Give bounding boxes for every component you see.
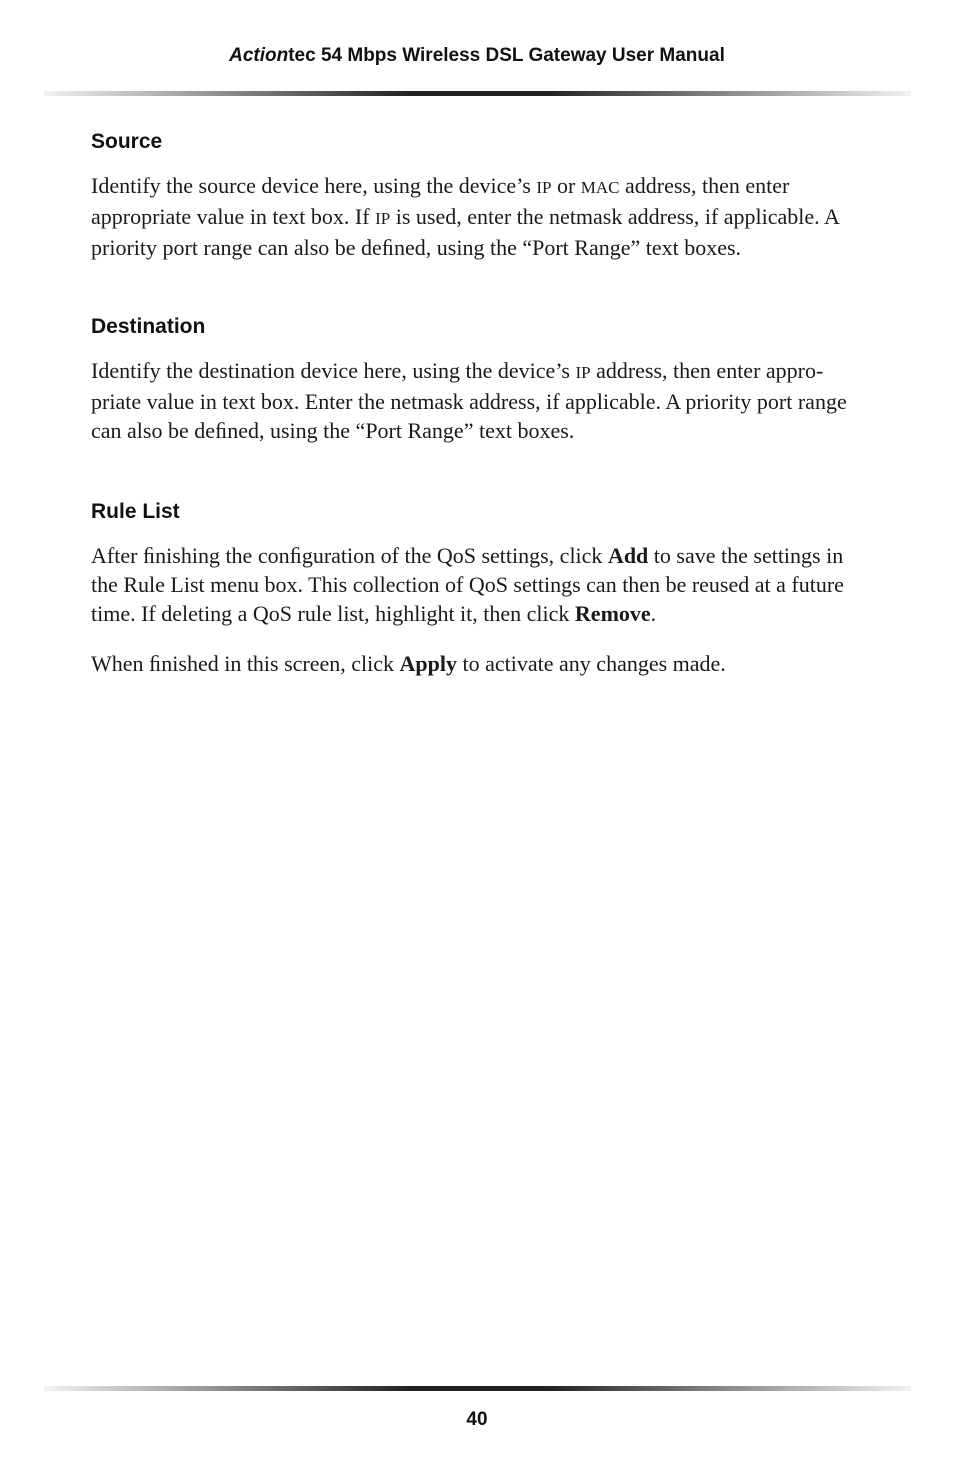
bold-term-apply: Apply <box>399 651 458 676</box>
running-header <box>0 44 954 68</box>
text-run: or <box>551 173 581 198</box>
text-run: Identify the source device here, using the device’s <box>91 173 537 198</box>
section-rule-list <box>91 499 866 678</box>
bold-term-add: Add <box>607 543 649 568</box>
section-destination <box>91 314 866 445</box>
header-title-text: tec 54 Mbps Wireless DSL Gateway User Manual <box>288 45 725 66</box>
text-run: to activate any changes made. <box>457 651 726 676</box>
destination-paragraph <box>91 356 866 445</box>
header-brand: Action <box>229 45 289 66</box>
small-caps-ip: IP <box>536 178 552 197</box>
text-run: address, then enter appro-priate value in text box. Enter the netmask address, if applicable. A priority port range can also be deﬁned, using the “Port Range” text boxes. <box>91 358 847 443</box>
rule-list-paragraph <box>91 541 866 628</box>
apply-paragraph <box>91 649 866 678</box>
text-run: Identify the destination device here, using the device’s <box>91 358 576 383</box>
small-caps-mac: MAC <box>580 178 620 197</box>
text-run: . <box>650 601 657 626</box>
footer-divider <box>44 1386 911 1391</box>
text-run: is used, enter the netmask address, if applicable. A priority port range can also be deﬁned, using the “Port Range” text boxes. <box>91 204 839 260</box>
text-run: After ﬁnishing the conﬁguration of the QoS settings, click <box>91 543 608 568</box>
section-heading-source: Source <box>91 130 163 153</box>
source-paragraph <box>91 171 866 262</box>
section-source <box>91 129 866 262</box>
text-run: to save the settings in the Rule List menu box. This collection of QoS settings can then be reused at a future time. If deleting a QoS rule list, highlight it, then click <box>91 543 844 626</box>
section-heading-rule-list: Rule List <box>91 500 180 523</box>
small-caps-ip: IP <box>375 209 391 228</box>
text-run: address, then enter appropriate value in text box. If <box>91 173 790 229</box>
header-divider <box>44 91 911 96</box>
text-run: When ﬁnished in this screen, click <box>91 651 400 676</box>
bold-term-remove: Remove <box>574 601 651 626</box>
page-number: 40 <box>466 1409 488 1430</box>
small-caps-ip: IP <box>575 363 591 382</box>
section-heading-destination: Destination <box>91 315 206 338</box>
